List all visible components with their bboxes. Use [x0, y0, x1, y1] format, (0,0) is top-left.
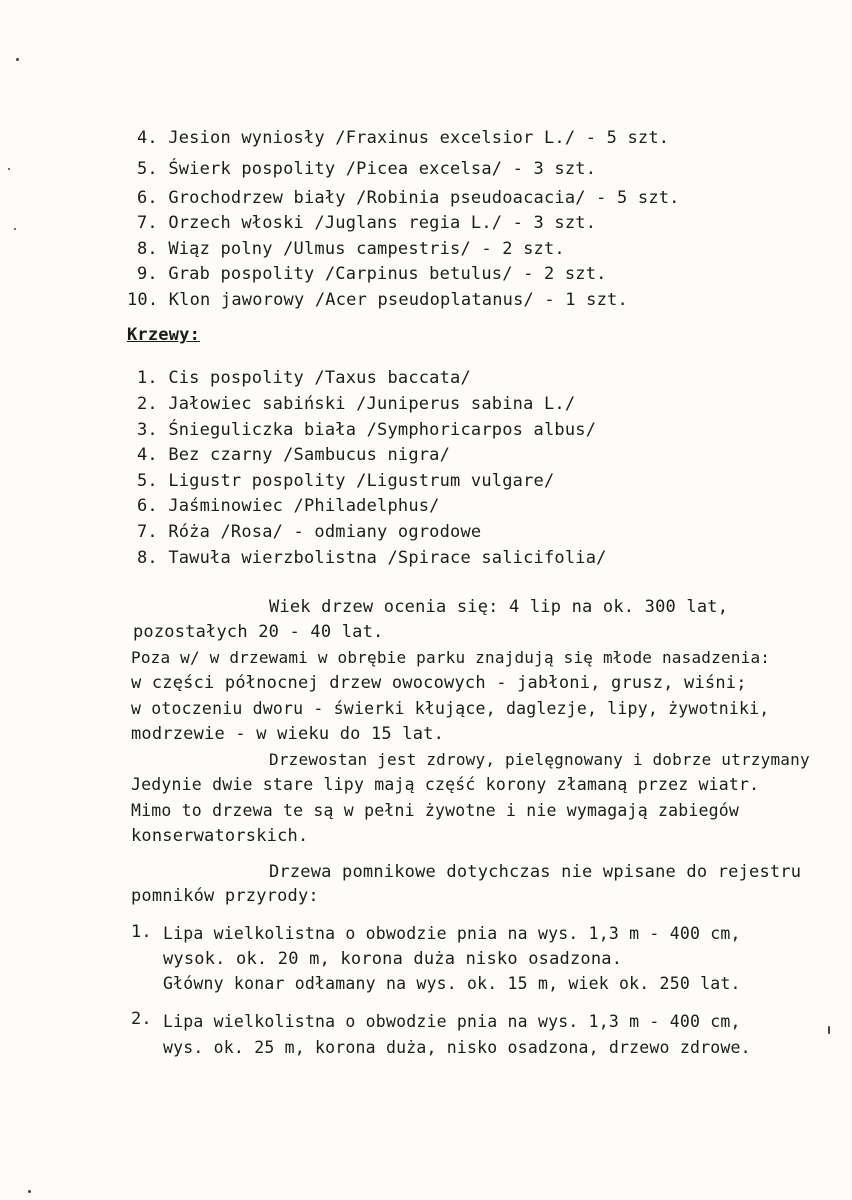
- tree-item: 7. Orzech włoski /Juglans regia L./ - 3 szt.: [137, 213, 597, 233]
- tree-item: 4. Jesion wyniosły /Fraxinus excelsior L./ - 5 szt.: [137, 128, 670, 148]
- paragraph-line: modrzewie - w wieku do 15 lat.: [131, 724, 445, 744]
- paragraph-line: Drzewostan jest zdrowy, pielęgnowany i dobrze utrzymany: [269, 750, 810, 769]
- tree-item: 9. Grab pospolity /Carpinus betulus/ - 2 szt.: [137, 264, 607, 284]
- paragraph-line: pozostałych 20 - 40 lat.: [133, 622, 384, 642]
- monument-item-line: wysok. ok. 20 m, korona duża nisko osadzona.: [163, 949, 623, 969]
- monument-item-line: Lipa wielkolistna o obwodzie pnia na wys. 1,3 m - 400 cm,: [163, 924, 741, 943]
- monument-item-number: 1.: [131, 922, 152, 942]
- tree-item: 6. Grochodrzew biały /Robinia pseudoacacia/ - 5 szt.: [137, 188, 680, 208]
- monument-item-line: Główny konar odłamany na wys. ok. 15 m, wiek ok. 250 lat.: [163, 974, 741, 993]
- scan-speck: [16, 58, 19, 61]
- monument-item-number: 2.: [131, 1009, 152, 1029]
- tree-item: 10. Klon jaworowy /Acer pseudoplatanus/ - 1 szt.: [127, 290, 628, 310]
- shrub-item: 8. Tawuła wierzbolistna /Spirace salicifolia/: [137, 548, 607, 568]
- shrubs-heading: Krzewy:: [127, 325, 201, 345]
- paragraph-line: w części północnej drzew owocowych - jabłoni, grusz, wiśni;: [131, 673, 747, 693]
- shrub-item: 1. Cis pospolity /Taxus baccata/: [137, 368, 471, 388]
- shrub-item: 3. Śnieguliczka biała /Symphoricarpos albus/: [137, 420, 597, 440]
- paragraph-line: konserwatorskich.: [131, 826, 309, 846]
- scan-speck: [828, 1026, 830, 1034]
- paragraph-line: Jedynie dwie stare lipy mają część korony złamaną przez wiatr.: [131, 775, 760, 794]
- paragraph-line: w otoczeniu dworu - świerki kłujące, daglezje, lipy, żywotniki,: [131, 699, 770, 718]
- scan-speck: [28, 1190, 31, 1193]
- monument-item-line: wys. ok. 25 m, korona duża, nisko osadzona, drzewo zdrowe.: [163, 1038, 751, 1057]
- paragraph-line: Wiek drzew ocenia się: 4 lip na ok. 300 lat,: [269, 597, 729, 617]
- tree-item: 5. Świerk pospolity /Picea excelsa/ - 3 szt.: [137, 159, 597, 179]
- scan-speck: [14, 228, 16, 230]
- shrub-item: 6. Jaśminowiec /Philadelphus/: [137, 496, 440, 516]
- shrub-item: 2. Jałowiec sabiński /Juniperus sabina L./: [137, 394, 576, 414]
- shrub-item: 5. Ligustr pospolity /Ligustrum vulgare/: [137, 471, 555, 491]
- paragraph-line: Mimo to drzewa te są w pełni żywotne i nie wymagają zabiegów: [131, 801, 740, 820]
- shrub-item: 7. Róża /Rosa/ - odmiany ogrodowe: [137, 522, 482, 542]
- paragraph-line: Poza w/ w drzewami w obrębie parku znajdują się młode nasadzenia:: [131, 648, 771, 667]
- paragraph-line: Drzewa pomnikowe dotychczas nie wpisane do rejestru: [269, 862, 802, 882]
- monument-item-line: Lipa wielkolistna o obwodzie pnia na wys. 1,3 m - 400 cm,: [163, 1012, 741, 1031]
- scan-speck: [8, 168, 10, 170]
- tree-item: 8. Wiąz polny /Ulmus campestris/ - 2 szt.: [137, 239, 565, 259]
- paragraph-line: pomników przyrody:: [131, 886, 319, 906]
- shrub-item: 4. Bez czarny /Sambucus nigra/: [137, 445, 451, 465]
